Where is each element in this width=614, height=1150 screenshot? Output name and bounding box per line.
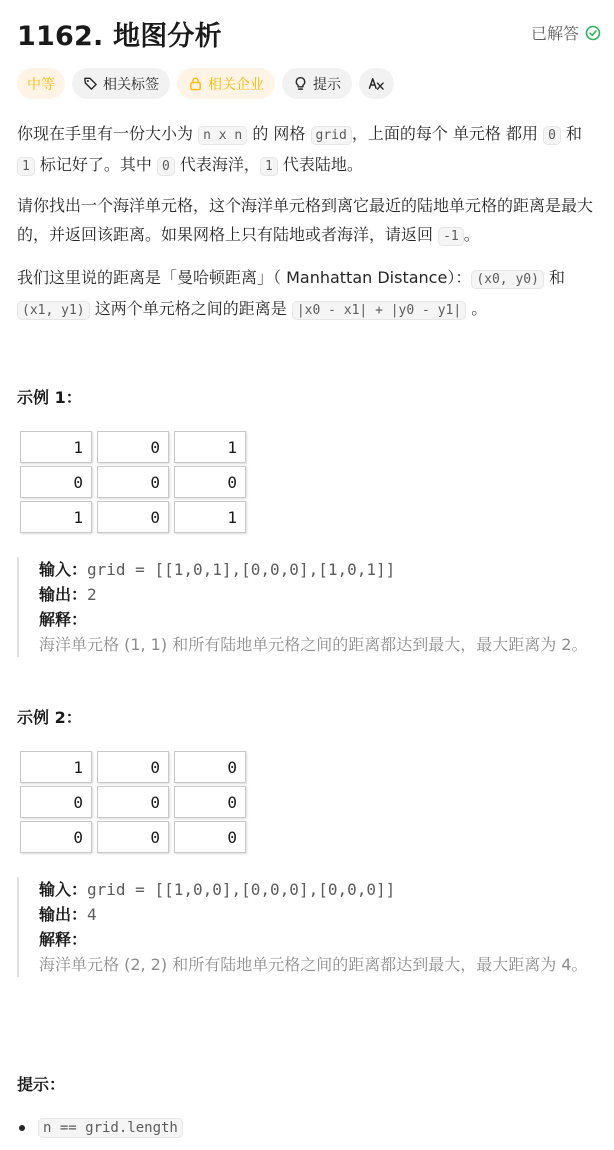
difficulty-badge [17,68,65,99]
grid-cell: 0 [97,466,169,498]
constraints-list [17,1118,183,1138]
translate-icon [368,76,385,91]
grid-cell: 1 [174,431,246,463]
input-value: grid = [[1,0,0],[0,0,0],[0,0,0]] [87,880,396,899]
description-paragraph-3 [17,263,601,325]
output-label: 输出： [39,585,88,604]
related-companies-button[interactable] [177,68,275,99]
inline-code: -1 [438,227,464,246]
inline-code: 0 [157,157,175,176]
grid-cell: 0 [174,821,246,853]
input-value: grid = [[1,0,1],[0,0,0],[1,0,1]] [87,560,396,579]
lightbulb-icon [293,76,308,91]
tag-bar [17,68,394,99]
grid-cell: 0 [174,751,246,783]
output-value: 4 [87,905,97,924]
solved-status [531,21,601,44]
grid-cell: 1 [20,501,92,533]
explanation-text: 海洋单元格 (1, 1) 和所有陆地单元格之间的距离都达到最大，最大距离为 2。 [39,635,588,654]
grid-cell: 1 [20,751,92,783]
grid-cell: 0 [97,821,169,853]
hints-button[interactable] [282,68,352,99]
check-circle-icon [585,25,601,41]
grid-cell: 0 [174,786,246,818]
example-1-block [17,557,601,657]
grid-cell: 0 [20,786,92,818]
hints-label: 提示 [313,76,341,93]
text: ，上面的每个 单元格 都用 [351,124,544,143]
grid-cell: 0 [174,466,246,498]
inline-code: (x1, y1) [17,301,90,320]
page-title: 1162. 地图分析 [17,21,222,52]
text: 我们这里说的距离是「曼哈顿距离」（ Manhattan Distance）： [17,268,472,287]
example-1-title: 示例 1： [17,388,82,407]
constraint-item: n == grid.length [38,1118,183,1138]
text: 。 [463,225,480,244]
inline-code: |x0 - x1| + |y0 - y1| [292,301,466,320]
explanation-label: 解释： [39,610,88,629]
difficulty-label: 中等 [27,76,55,93]
related-topics-button[interactable] [72,68,170,99]
inline-code: (x0, y0) [471,270,544,289]
output-value: 2 [87,585,97,604]
constraints-title: 提示： [17,1075,66,1094]
lock-icon [188,76,203,91]
grid-cell: 0 [97,501,169,533]
problem-header [17,12,601,52]
inline-code: n x n [198,126,247,145]
example-2-block [17,877,601,977]
text: 你现在手里有一份大小为 [17,124,199,143]
related-companies-label: 相关企业 [208,76,264,93]
example-2-title: 示例 2： [17,708,82,727]
grid-cell: 1 [20,431,92,463]
text: 标记好了。其中 [34,155,158,174]
translate-button[interactable] [359,68,394,99]
grid-cell: 0 [20,466,92,498]
bullet-icon [19,1125,25,1131]
text: 请你找出一个海洋单元格，这个海洋单元格到离它最近的陆地单元格的距离是最大的，并返回该距离。如果网格上只有陆地或者海洋，请返回 [17,196,594,244]
grid-cell: 0 [97,431,169,463]
description-paragraph-2 [17,191,601,251]
text: 和 [560,124,582,143]
text: 。 [466,299,488,318]
text: 代表陆地。 [277,155,363,174]
text: 代表海洋， [174,155,260,174]
example-1-grid [20,431,246,533]
inline-code: 0 [543,126,561,145]
text: 的 网格 [247,124,311,143]
text: 这两个单元格之间的距离是 [89,299,292,318]
inline-code: 1 [260,157,278,176]
solved-label: 已解答 [530,24,579,43]
grid-cell: 1 [174,501,246,533]
grid-cell: 0 [97,751,169,783]
description-paragraph-1 [17,119,601,181]
input-label: 输入： [39,560,88,579]
output-label: 输出： [39,905,88,924]
explanation-text: 海洋单元格 (2, 2) 和所有陆地单元格之间的距离都达到最大，最大距离为 4。 [39,955,588,974]
inline-code: 1 [17,157,35,176]
grid-cell: 0 [20,821,92,853]
explanation-label: 解释： [39,930,88,949]
related-topics-label: 相关标签 [103,76,159,93]
input-label: 输入： [39,880,88,899]
text: 和 [543,268,566,287]
example-2-grid [20,751,246,853]
tag-icon [83,76,98,91]
grid-cell: 0 [97,786,169,818]
inline-code: grid [311,126,352,145]
